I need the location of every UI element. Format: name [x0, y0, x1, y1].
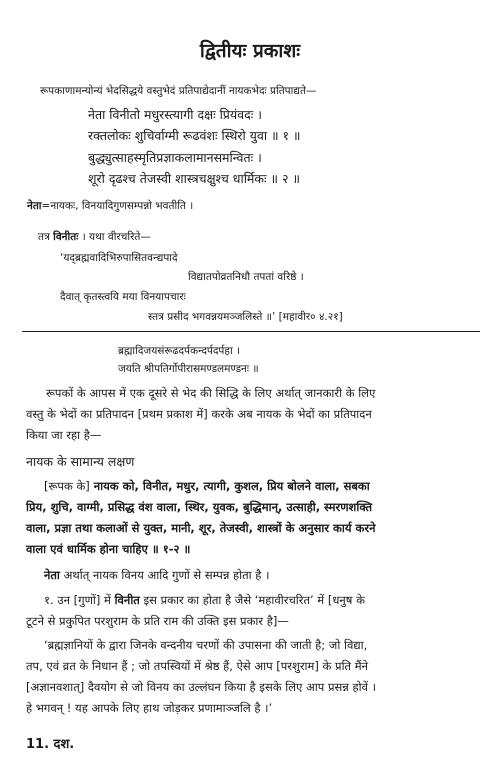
commentary-line	[27, 201, 193, 212]
verse-line-3: बुद्ध्युत्साहस्मृतिप्रज्ञाकलामानसमन्वितः ।	[88, 150, 262, 165]
tatra-word: विनीतः	[53, 231, 79, 243]
page-footer: 11. दश.	[26, 737, 75, 752]
intro-para-line-2: वस्तु के भेदों का प्रतिपादन [प्रथम प्रकाश में] करके अब नायक के भेदों का प्रतिपादन	[26, 407, 372, 421]
intro-para-line-1: रूपकों के आपस में एक दूसरे से भेद की सिद्धि के लिए अर्थात् जानकारी के लिए	[46, 386, 376, 400]
commentary-lead: नेता	[27, 200, 42, 212]
definition-line-1	[44, 481, 370, 493]
neta-rest: अर्थात् नायक विनय आदि गुणों से सम्पन्न होता है ।	[59, 568, 270, 582]
verse-line-4: शूरो दृढश्च तेजस्वी शास्त्रचक्षुश्च धार्मिकः ॥ २ ॥	[88, 171, 300, 186]
verse-line-1: नेता विनीतो मधुरस्त्यागी दक्षः प्रियंवदः ।	[88, 107, 262, 122]
translation-line-2: तप, एवं व्रत के निधान हैं ; जो तपस्वियों में श्रेष्ठ हैं, ऐसे आप [परशुराम] के प्रति मैंने	[26, 659, 369, 673]
neta-lead: नेता	[44, 568, 60, 582]
commentary-rest: =नायकः, विनयादिगुणसम्पन्नो भवतीति ।	[41, 200, 194, 212]
example-keyword: विनीत	[114, 593, 140, 607]
translation-line-4: हे भगवन् ! यह आपके लिए हाथ जोड़कर प्रणामाञ्जलि है ।’	[26, 701, 273, 715]
section-divider	[22, 331, 480, 332]
definition-line-3: वाला, प्रज्ञा तथा कलाओं से युक्त, मानी, शूर, तेजस्वी, शास्त्रों के अनुसार कार्य करने	[26, 521, 376, 535]
translation-line-1: ‘ब्रह्मज्ञानियों के द्वारा जिनके वन्दनीय चरणों की उपासना की जाती है; जो विद्या,	[44, 638, 368, 652]
neta-line	[44, 570, 269, 582]
mangala-verse-1: ब्रह्मादिजयसंरूढदर्पकन्दर्पदर्पहा ।	[118, 345, 241, 357]
sanskrit-intro: रूपकाणामन्योन्यं भेदसिद्धये वस्तुभेदं प्रतिपाद्येदानीं नायकभेदः प्रतिपाद्यते—	[40, 85, 317, 97]
tatra-rest: । यथा वीरचरिते—	[81, 231, 151, 243]
example-line-2: टूटने से प्रकुपित परशुराम के प्रति राम की उक्ति इस प्रकार है]—	[26, 614, 289, 628]
verse-line-2: रक्तलोकः शुचिर्वाग्मी रूढवंशः स्थिरो युवा ॥ १ ॥	[88, 128, 301, 143]
example-line-1	[44, 595, 365, 607]
definition-line-4: वाला एवं धार्मिक होना चाहिए ॥ १-२ ॥	[26, 542, 191, 556]
example-rest: इस प्रकार का होता है जैसे ‘महावीरचरित’ में [धनुष के	[139, 593, 365, 607]
definition-line-1-rest: नायक को, विनीत, मधुर, त्यागी, कुशल, प्रिय बोलने वाला, सबका	[89, 479, 370, 493]
quote-line-1: ‘यद्ब्रह्मवादिभिरुपासितवन्द्यपादे	[60, 252, 178, 264]
mangala-verse-2: जयति श्रीपतिर्गोपीरासमण्डलमण्डनः ॥	[118, 363, 259, 375]
definition-bracket: [रूपक के]	[44, 479, 90, 493]
quote-line-3: दैवात् कृतस्त्वयि मया विनयापचारः	[60, 291, 186, 303]
definition-line-2: प्रिय, शुचि, वाग्मी, प्रसिद्ध वंश वाला, स्थिर, युवक, बुद्धिमान्, उत्साही, स्मरणशक्ति	[26, 500, 373, 514]
tatra-lead: तत्र	[38, 231, 50, 243]
intro-para-line-3: किया जा रहा है—	[26, 428, 102, 442]
translation-line-3: [अज्ञानवशात्] दैवयोग से जो विनय का उल्लंघन किया है इसके लिए आप प्रसन्न होवें ।	[26, 680, 376, 694]
chapter-title: द्वितीयः प्रकाशः	[199, 40, 301, 62]
section-heading: नायक के सामान्य लक्षण	[26, 454, 135, 469]
quote-line-2: विद्यातपोव्रतनिधौ तपतां वरिष्ठे ।	[188, 271, 304, 283]
example-lead: १. उन [गुणों] में	[44, 593, 115, 607]
tatra-line	[38, 232, 151, 243]
quote-line-4: स्तत्र प्रसीद भगवन्नयमञ्जलिस्ते ॥’ [महावीर० ४.२१]	[148, 311, 343, 323]
